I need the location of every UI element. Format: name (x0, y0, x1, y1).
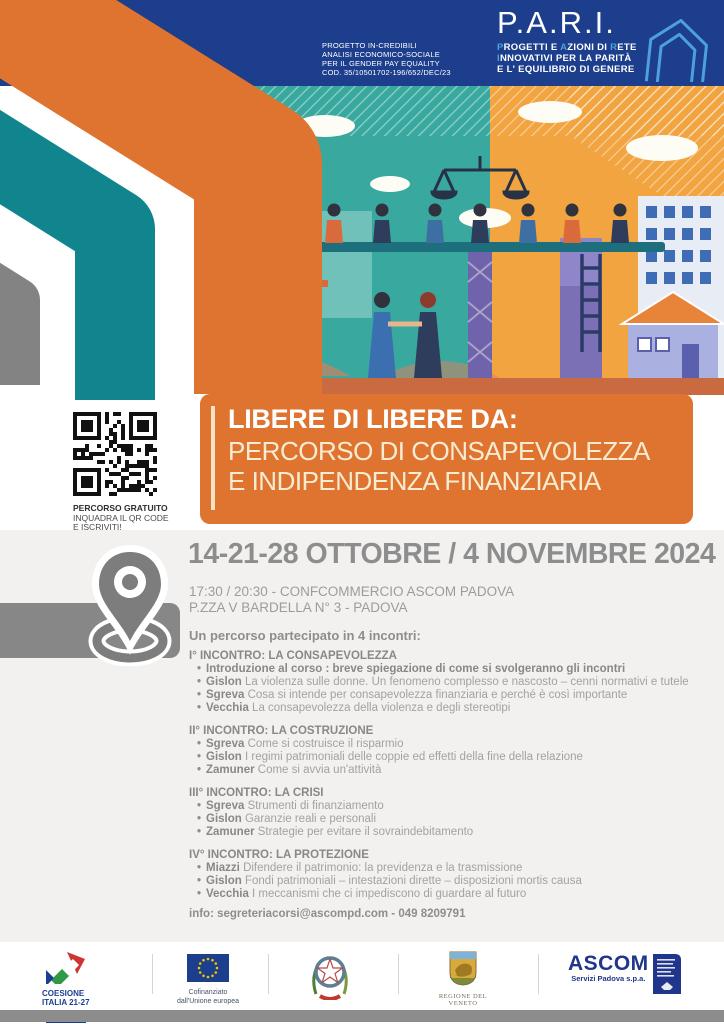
project-line: COD. 35/10501702-196/652/DEC/23 (322, 68, 451, 77)
equality-illustration (230, 86, 724, 395)
eu-flag-icon (187, 954, 229, 982)
bullet-dot: • (197, 888, 202, 900)
header-band (0, 0, 724, 86)
bullet-text: I regimi patrimoniali delle coppie ed effetti della fine della relazione (244, 751, 583, 763)
speaker-name: Zamuner (206, 826, 258, 838)
teal-band (0, 107, 115, 400)
bullet-text: Strumenti di finanziamento (247, 800, 384, 812)
bullet-dot: • (197, 663, 202, 675)
incontro-bullet (189, 875, 717, 888)
bullet-dot: • (197, 702, 202, 714)
speaker-name: Gislon (206, 751, 245, 763)
incontro-heading: IV° INCONTRO: LA PROTEZIONE (189, 849, 369, 861)
beam-pillar (468, 252, 492, 395)
event-time-venue: 17:30 / 20:30 - CONFCOMMERCIO ASCOM PADOVA (189, 584, 515, 599)
incontro-bullet (189, 826, 717, 839)
event-venue (189, 584, 514, 616)
bullet-dot: • (197, 862, 202, 874)
incontro-bullet (189, 888, 717, 901)
eu-caption-line2: dall'Unione europea (176, 997, 240, 1005)
bullet-text: Come si avvia un'attività (257, 764, 382, 776)
footer-divider (268, 954, 269, 994)
bullet-dot: • (197, 813, 202, 825)
coesione-line1: COESIONE (42, 989, 85, 998)
incontro-bullet (189, 764, 717, 777)
incontro-section (189, 849, 717, 901)
bullet-dot: • (197, 800, 202, 812)
pari-subtitle-line: INNOVATIVI PER LA PARITÀ (497, 53, 632, 64)
incontro-heading: II° INCONTRO: LA COSTRUZIONE (189, 725, 374, 737)
coesione-arrow-icon (43, 950, 89, 984)
bullet-dot: • (197, 764, 202, 776)
bullet-text: Fondi patrimoniali – intestazioni dirette – disposizioni mortis causa (244, 875, 582, 887)
incontro-bullet (189, 663, 717, 676)
speaker-name: Gislon (206, 676, 245, 688)
eu-cofinanced-logo (168, 954, 248, 1006)
coesione-line2: ITALIA 21-27 (42, 998, 90, 1007)
bullet-dot: • (197, 751, 202, 763)
poster-title: LIBERE DI LIBERE DA: (228, 404, 518, 434)
speaker-name: Gislon (206, 875, 245, 887)
incontro-section (189, 650, 717, 715)
bullet-text: La violenza sulle donne. Un fenomeno complesso e nascosto – cenni normativi e tutele (244, 676, 689, 688)
pari-subtitle-line: PROGETTI E AZIONI DI RETE (497, 42, 637, 53)
banner-rule (211, 406, 215, 510)
incontro-bullet (189, 813, 717, 826)
project-line: PROGETTO IN-CREDIBILI (322, 41, 417, 50)
ascom-title: ASCOM (568, 952, 649, 975)
ground (230, 378, 724, 395)
location-pin-icon (84, 540, 176, 666)
footer-divider (152, 954, 153, 994)
italy-emblem-icon (308, 950, 352, 1000)
poster-subtitle: PERCORSO DI CONSAPEVOLEZZA (228, 436, 650, 466)
speaker-name: Vecchia (206, 702, 253, 714)
ascom-subtitle: Servizi Padova s.p.a. (571, 974, 646, 983)
bullet-text: I meccanismi che ci impediscono di guardare al futuro (252, 888, 527, 900)
speaker-name: Zamuner (206, 764, 258, 776)
bullet-dot: • (197, 676, 202, 688)
incontro-section (189, 725, 717, 777)
italy-emblem-logo (308, 950, 352, 1005)
footer-divider (398, 954, 399, 994)
eu-caption-line1: Cofinanziato (188, 989, 228, 996)
speaker-name: Introduzione al corso : breve spiegazione di come si svolgeranno gli incontri (206, 663, 626, 675)
footer-logos (0, 942, 724, 1010)
project-line: ANALISI ECONOMICO-SOCIALE (322, 50, 440, 59)
bullet-text: Come si costruisce il risparmio (247, 738, 404, 750)
incontro-bullet (189, 676, 717, 689)
veneto-label: REGIONE DEL VENETO (438, 993, 488, 1007)
bullet-dot: • (197, 875, 202, 887)
ascom-logo (568, 954, 681, 994)
pari-subtitle-line: E L' EQUILIBRIO DI GENERE (497, 64, 635, 75)
incontro-heading: I° INCONTRO: LA CONSAPEVOLEZZA (189, 650, 397, 662)
qr-caption-line: E ISCRIVITI! (73, 522, 122, 532)
incontro-bullet (189, 800, 717, 813)
bottom-bar (0, 1010, 724, 1022)
bullet-text: Cosa si intende per consapevolezza finanziaria e perché è così importante (247, 689, 628, 701)
bullet-dot: • (197, 738, 202, 750)
pari-subtitle (497, 42, 637, 75)
project-info (322, 41, 451, 77)
bullet-text: Difendere il patrimonio: la previdenza e la trasmissione (243, 862, 523, 874)
speaker-name: Sgreva (206, 800, 248, 812)
speaker-name: Sgreva (206, 738, 248, 750)
incontro-bullet (189, 689, 717, 702)
veneto-crest-icon (448, 950, 478, 986)
qr-block (73, 412, 169, 533)
incontro-section (189, 787, 717, 839)
speaker-name: Vecchia (206, 888, 253, 900)
speaker-name: Sgreva (206, 689, 248, 701)
project-line: PER IL GENDER PAY EQUALITY (322, 59, 440, 68)
bullet-text: Strategie per evitare il sovraindebitamento (257, 826, 474, 838)
bullet-text: Garanzie reali e personali (244, 813, 377, 825)
gray-band (0, 245, 18, 385)
speaker-name: Gislon (206, 813, 245, 825)
title-banner (200, 394, 693, 524)
ascom-badge-icon (653, 954, 681, 994)
bullet-text: La consapevolezza della violenza e degli stereotipi (252, 702, 511, 714)
pari-logo-block (497, 6, 637, 75)
qr-caption-line: INQUADRA IL QR CODE (73, 512, 169, 523)
pari-house-icon (630, 8, 720, 82)
pari-title: P.A.R.I. (497, 5, 616, 40)
bullet-dot: • (197, 689, 202, 701)
speaker-name: Miazzi (206, 862, 244, 874)
incontro-bullet (189, 862, 717, 875)
balance-beam (245, 242, 665, 252)
contact-info: info: segreteriacorsi@ascompd.com - 049 8209791 (189, 908, 466, 920)
incontri-list (189, 650, 717, 911)
incontro-bullet (189, 738, 717, 751)
qr-caption-title: PERCORSO GRATUITO (73, 503, 168, 513)
bullet-dot: • (197, 826, 202, 838)
incontro-bullet (189, 702, 717, 715)
regione-veneto-logo (428, 950, 498, 1007)
incontro-bullet (189, 751, 717, 764)
qr-code (73, 412, 157, 496)
event-address: P.ZZA V BARDELLA N° 3 - PADOVA (189, 600, 408, 615)
poster-subtitle: E INDIPENDENZA FINANZIARIA (228, 466, 601, 496)
event-intro: Un percorso partecipato in 4 incontri: (189, 628, 421, 643)
incontro-heading: III° INCONTRO: LA CRISI (189, 787, 324, 799)
event-dates: 14-21-28 OTTOBRE / 4 NOVEMBRE 2024 (188, 538, 716, 570)
footer-divider (538, 954, 539, 994)
